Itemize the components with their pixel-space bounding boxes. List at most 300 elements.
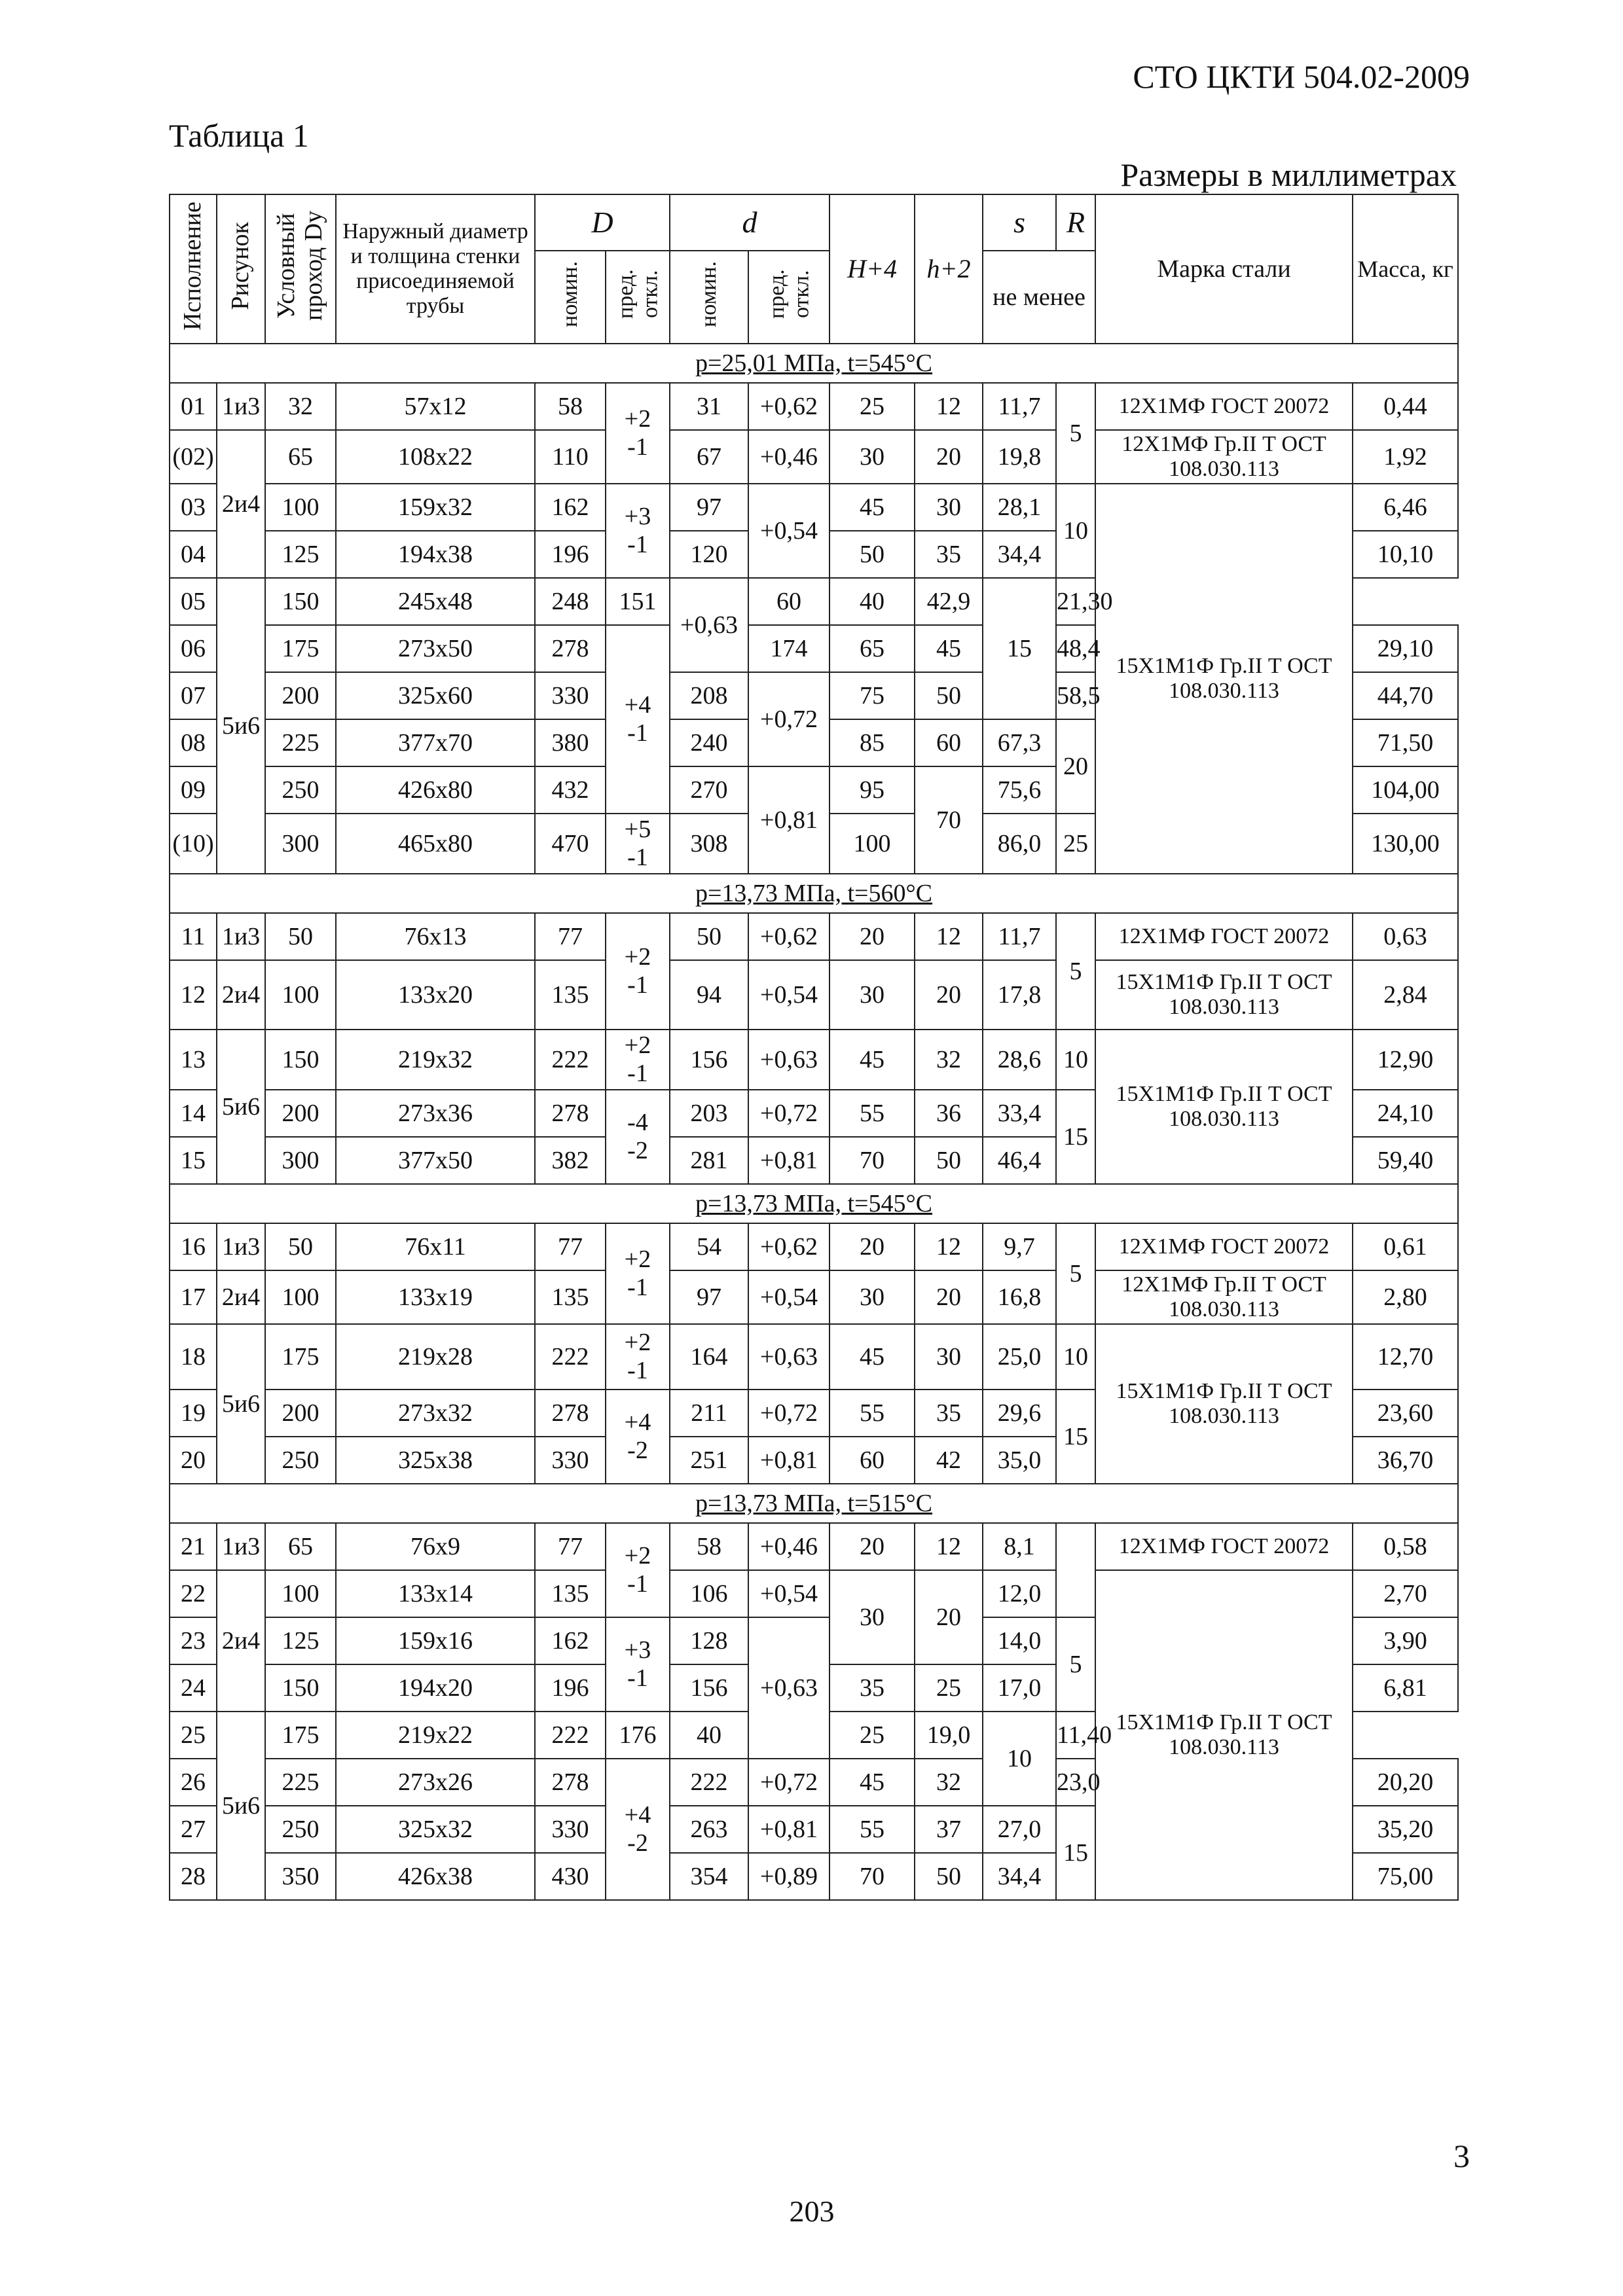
table-cell: 20 [915,960,983,1030]
table-cell: 278 [535,1090,606,1137]
table-cell: 2и4 [217,430,265,578]
table-cell: 156 [670,1664,748,1712]
table-cell: 45 [830,1030,915,1090]
table-cell: 37 [915,1806,983,1853]
table-cell: 19,8 [983,430,1056,484]
table-cell: 159x16 [336,1617,535,1664]
table-cell: 76x11 [336,1223,535,1270]
table-cell: 350 [265,1853,336,1900]
table-cell: 15 [170,1137,217,1184]
table-cell: 77 [535,1223,606,1270]
table-cell: 34,4 [983,1853,1056,1900]
table-cell: 60 [830,1437,915,1484]
col-D-nom: номин. [535,251,606,344]
table-cell: 133x20 [336,960,535,1030]
table-cell: 17,0 [983,1664,1056,1712]
table-cell: 470 [535,814,606,874]
table-cell: 12Х1МФ ГОСТ 20072 [1095,383,1353,430]
table-cell: 100 [265,1270,336,1324]
table-cell: 06 [170,625,217,672]
table-cell: 240 [670,719,748,766]
table-cell: 75 [830,672,915,719]
table-cell: 50 [915,672,983,719]
table-cell: 40 [670,1712,748,1759]
table-cell: 12 [915,913,983,960]
table-row [170,484,1458,531]
table-cell: 31 [670,383,748,430]
table-cell: 25 [830,1712,915,1759]
table-cell: 11,7 [983,913,1056,960]
table-cell: 382 [535,1137,606,1184]
table-cell: 03 [170,484,217,531]
col-steel: Марка стали [1095,194,1353,344]
table-cell: 32 [915,1759,983,1806]
table-cell: 25 [830,383,915,430]
table-cell: 26 [170,1759,217,1806]
table-cell: 426x80 [336,766,535,814]
table-cell: +0,81 [748,1806,830,1853]
section-title: p=25,01 МПа, t=545°С [170,344,1458,383]
table-cell: 40 [830,578,915,625]
table-cell: 27,0 [983,1806,1056,1853]
table-cell: 248 [535,578,606,625]
table-cell: 5и6 [217,578,265,874]
table-cell: 55 [830,1090,915,1137]
table-cell: 22 [170,1570,217,1617]
table-cell: 377x50 [336,1137,535,1184]
table-cell: 2,80 [1353,1270,1458,1324]
table-cell: 263 [670,1806,748,1853]
table-cell: 58 [670,1523,748,1570]
table-cell: 42,9 [915,578,983,625]
table-cell: 60 [915,719,983,766]
table-cell: 133x19 [336,1270,535,1324]
table-cell: 15Х1М1Ф Гр.II Т ОСТ 108.030.113 [1095,960,1353,1030]
table-cell: 54 [670,1223,748,1270]
table-cell: 17,8 [983,960,1056,1030]
table-cell: 100 [265,960,336,1030]
col-dy: Условный проход Dу [265,194,336,344]
table-cell: 5и6 [217,1324,265,1484]
table-cell: 29,6 [983,1390,1056,1437]
table-cell: 273x36 [336,1090,535,1137]
table-cell: 33,4 [983,1090,1056,1137]
table-cell: 70 [915,766,983,874]
table-cell: 25 [915,1664,983,1712]
table-cell: +0,63 [670,578,748,672]
table-cell: 200 [265,1390,336,1437]
table-cell: 21 [170,1523,217,1570]
table-cell: 32 [265,383,336,430]
table-cell: 430 [535,1853,606,1900]
table-cell: 20 [1056,719,1095,814]
table-cell: 71,50 [1353,719,1458,766]
table-cell: 67 [670,430,748,484]
table-cell: 19 [170,1390,217,1437]
table-cell: +0,63 [748,1030,830,1090]
table-cell: 30 [830,1270,915,1324]
table-cell: 194x20 [336,1664,535,1712]
table-cell: 11 [170,913,217,960]
table-cell: 10 [1056,1030,1095,1090]
table-cell: 50 [670,913,748,960]
table-cell: 55 [830,1806,915,1853]
table-cell: +2 -1 [606,383,670,484]
table-cell: 377x70 [336,719,535,766]
table-cell: 2и4 [217,1270,265,1324]
table-cell: 125 [265,531,336,578]
table-cell: 175 [265,1324,336,1390]
section-title: p=13,73 МПа, t=515°С [170,1484,1458,1523]
table-cell: 24,10 [1353,1090,1458,1137]
table-cell: 16 [170,1223,217,1270]
table-cell: 176 [606,1712,670,1759]
table-cell: 35,20 [1353,1806,1458,1853]
col-ne-menee: не менее [983,251,1095,344]
table-cell: 208 [670,672,748,719]
table-cell: 12Х1МФ ГОСТ 20072 [1095,913,1353,960]
table-cell: 250 [265,766,336,814]
table-cell: 28,1 [983,484,1056,531]
table-cell: +0,72 [748,1759,830,1806]
table-cell: 151 [606,578,670,625]
table-cell: 23 [170,1617,217,1664]
table-cell: 5 [1056,1223,1095,1324]
table-cell: 104,00 [1353,766,1458,814]
table-cell: 15Х1М1Ф Гр.II Т ОСТ 108.030.113 [1095,484,1353,874]
table-row [170,1324,1458,1390]
table-cell: +0,54 [748,484,830,578]
table-cell: 15 [1056,1090,1095,1184]
table-cell: 20 [915,430,983,484]
table-cell: 50 [915,1137,983,1184]
table-cell: 34,4 [983,531,1056,578]
table-cell: +0,81 [748,766,830,874]
table-cell: 11,7 [983,383,1056,430]
table-cell: 35,0 [983,1437,1056,1484]
table-cell: 245x48 [336,578,535,625]
table-cell: 30 [915,1324,983,1390]
table-cell: 35 [915,531,983,578]
table-cell: 2и4 [217,960,265,1030]
units-note: Размеры в миллиметрах [1120,156,1457,193]
table-cell: 325x60 [336,672,535,719]
table-cell: 125 [265,1617,336,1664]
table-cell: 150 [265,578,336,625]
table-cell: 330 [535,672,606,719]
table-cell: 28 [170,1853,217,1900]
table-cell: 30 [915,484,983,531]
table-cell: 106 [670,1570,748,1617]
table-cell: 308 [670,814,748,874]
table-cell: 28,6 [983,1030,1056,1090]
table-cell: 130,00 [1353,814,1458,874]
table-cell: +0,46 [748,1523,830,1570]
table-cell: 24 [170,1664,217,1712]
table-cell: 465x80 [336,814,535,874]
table-cell: 70 [830,1853,915,1900]
table-cell: 10,10 [1353,531,1458,578]
table-cell: 175 [265,1712,336,1759]
table-cell: +2 -1 [606,913,670,1030]
table-cell: 50 [830,531,915,578]
table-cell: +0,89 [748,1853,830,1900]
table-cell: +0,62 [748,913,830,960]
table-cell: 58,5 [1056,672,1095,719]
table-cell: 45 [830,1324,915,1390]
table-cell: (10) [170,814,217,874]
table-cell: 1и3 [217,913,265,960]
table-cell: 60 [748,578,830,625]
col-D-dev: пред. откл. [606,251,670,344]
table-cell: 12Х1МФ ГОСТ 20072 [1095,1223,1353,1270]
table-cell: 25 [170,1712,217,1759]
table-cell: 09 [170,766,217,814]
table-cell: 222 [535,1030,606,1090]
table-cell: 0,58 [1353,1523,1458,1570]
table-cell: +0,54 [748,960,830,1030]
table-cell: 20 [915,1270,983,1324]
table-cell: 29,10 [1353,625,1458,672]
section-title: p=13,73 МПа, t=560°С [170,874,1458,913]
table-cell: 281 [670,1137,748,1184]
table-cell: 45 [830,484,915,531]
table-cell: 15Х1М1Ф Гр.II Т ОСТ 108.030.113 [1095,1570,1353,1900]
table-cell: 58 [535,383,606,430]
table-cell: 251 [670,1437,748,1484]
col-d-nom: номин. [670,251,748,344]
table-cell: 05 [170,578,217,625]
table-cell: 36 [915,1090,983,1137]
col-d-dev: пред. откл. [748,251,830,344]
table-cell: 222 [535,1712,606,1759]
table-cell: +5 -1 [606,814,670,874]
table-cell: 12,70 [1353,1324,1458,1390]
section-title: p=13,73 МПа, t=545°С [170,1184,1458,1223]
table-cell: 45 [830,1759,915,1806]
document-code: СТО ЦКТИ 504.02-2009 [1133,58,1470,95]
table-cell: 50 [265,1223,336,1270]
table-cell: 222 [670,1759,748,1806]
table-cell: 46,4 [983,1137,1056,1184]
table-cell: 75,00 [1353,1853,1458,1900]
table-cell: 354 [670,1853,748,1900]
table-cell: 86,0 [983,814,1056,874]
table-cell: 23,60 [1353,1390,1458,1437]
table-cell: 30 [830,960,915,1030]
dimensions-table [169,194,1459,1901]
table-cell [1056,1523,1095,1617]
table-cell: +4 -1 [606,625,670,814]
table-cell: 15 [983,578,1056,719]
table-cell: 12 [915,1523,983,1570]
table-cell: 25,0 [983,1324,1056,1390]
table-cell: 110 [535,430,606,484]
table-cell: 42 [915,1437,983,1484]
table-cell: 16,8 [983,1270,1056,1324]
table-cell: 10 [983,1712,1056,1806]
table-cell: 12 [915,1223,983,1270]
table-cell: 13 [170,1030,217,1090]
table-cell: 300 [265,814,336,874]
table-cell: 14 [170,1090,217,1137]
table-cell: 44,70 [1353,672,1458,719]
table-cell: 77 [535,913,606,960]
table-cell: +0,54 [748,1570,830,1617]
table-cell: 15 [1056,1390,1095,1484]
table-cell: 5и6 [217,1712,265,1900]
table-cell: 108x22 [336,430,535,484]
table-cell: 70 [830,1137,915,1184]
table-cell: 25 [1056,814,1095,874]
table-cell: 120 [670,531,748,578]
table-cell: 35 [830,1664,915,1712]
table-cell: 133x14 [336,1570,535,1617]
table-cell: 175 [265,625,336,672]
table-cell: 219x28 [336,1324,535,1390]
table-cell: 162 [535,484,606,531]
table-cell: 12Х1МФ ГОСТ 20072 [1095,1523,1353,1570]
table-row [170,383,1458,430]
table-cell: 01 [170,383,217,430]
table-cell: 21,30 [1056,578,1095,625]
table-cell: 164 [670,1324,748,1390]
table-cell: 6,46 [1353,484,1458,531]
table-cell: 67,3 [983,719,1056,766]
table-cell: 222 [535,1324,606,1390]
table-cell: -4 -2 [606,1090,670,1184]
table-cell: 94 [670,960,748,1030]
table-cell: 196 [535,1664,606,1712]
table-cell: 5 [1056,913,1095,1030]
table-cell: +2 -1 [606,1030,670,1090]
table-cell: 65 [265,1523,336,1570]
table-cell: +0,62 [748,383,830,430]
page-number: 3 [1453,2138,1470,2174]
table-cell: 159x32 [336,484,535,531]
table-cell: 0,63 [1353,913,1458,960]
table-row [170,960,1458,1030]
table-cell: 5и6 [217,1030,265,1184]
table-cell: 9,7 [983,1223,1056,1270]
table-cell: 85 [830,719,915,766]
table-cell: 15Х1М1Ф Гр.II Т ОСТ 108.030.113 [1095,1324,1353,1484]
table-cell: 162 [535,1617,606,1664]
table-cell: 100 [830,814,915,874]
table-cell: 14,0 [983,1617,1056,1664]
table-cell: 5 [1056,383,1095,484]
table-cell: 97 [670,484,748,531]
table-cell: 97 [670,1270,748,1324]
table-cell: 20,20 [1353,1759,1458,1806]
table-cell: 1и3 [217,383,265,430]
table-row [170,913,1458,960]
table-cell: +0,72 [748,1390,830,1437]
folio-number: 203 [789,2195,835,2228]
table-cell: 59,40 [1353,1137,1458,1184]
table-cell: 156 [670,1030,748,1090]
table-row [170,1523,1458,1570]
table-cell: 20 [830,1523,915,1570]
table-cell: 20 [170,1437,217,1484]
table-cell: 17 [170,1270,217,1324]
table-cell: 273x26 [336,1759,535,1806]
table-cell: 48,4 [1056,625,1095,672]
table-cell: 12Х1МФ Гр.II Т ОСТ 108.030.113 [1095,430,1353,484]
table-cell: 12,0 [983,1570,1056,1617]
table-cell: +0,72 [748,1090,830,1137]
table-cell: 300 [265,1137,336,1184]
table-cell: 135 [535,1270,606,1324]
table-cell: 27 [170,1806,217,1853]
table-cell: 135 [535,960,606,1030]
table-cell: 08 [170,719,217,766]
table-cell: 270 [670,766,748,814]
table-cell: 273x32 [336,1390,535,1437]
table-cell: +0,54 [748,1270,830,1324]
col-pipe: Наружный диаметр и толщина стенки присоединяемой трубы [336,194,535,344]
table-cell: 135 [535,1570,606,1617]
table-cell: 278 [535,1759,606,1806]
table-cell: 200 [265,1090,336,1137]
table-cell: 1,92 [1353,430,1458,484]
table-cell: 150 [265,1664,336,1712]
table-cell: +4 -2 [606,1759,670,1900]
table-cell: +3 -1 [606,1617,670,1712]
table-row [170,1270,1458,1324]
table-row [170,1570,1458,1617]
table-cell: +0,63 [748,1617,830,1759]
table-cell: 273x50 [336,625,535,672]
table-cell: 12,90 [1353,1030,1458,1090]
table-cell: 3,90 [1353,1617,1458,1664]
table-cell: 5 [1056,1617,1095,1712]
table-cell: 2и4 [217,1570,265,1712]
table-cell: 77 [535,1523,606,1570]
table-cell: 15Х1М1Ф Гр.II Т ОСТ 108.030.113 [1095,1030,1353,1184]
table-cell: 100 [265,484,336,531]
table-cell: 50 [915,1853,983,1900]
table-cell: 23,0 [1056,1759,1095,1806]
table-cell: 20 [830,1223,915,1270]
table-cell: 50 [265,913,336,960]
table-cell: 12 [915,383,983,430]
table-cell: 432 [535,766,606,814]
table-cell: 1и3 [217,1223,265,1270]
table-cell: +0,81 [748,1137,830,1184]
table-cell: 426x38 [336,1853,535,1900]
table-cell: 1и3 [217,1523,265,1570]
col-ispolnenie: Исполнение [170,194,217,344]
table-cell: 194x38 [336,531,535,578]
col-h: h+2 [915,194,983,344]
table-cell: 07 [170,672,217,719]
col-d: d [670,194,830,251]
table-cell: 325x32 [336,1806,535,1853]
table-row [170,430,1458,484]
table-cell: +0,81 [748,1437,830,1484]
table-cell: 196 [535,531,606,578]
table-cell: (02) [170,430,217,484]
table-cell: +0,72 [748,672,830,766]
table-cell: 128 [670,1617,748,1664]
table-cell: 45 [915,625,983,672]
table-cell: 18 [170,1324,217,1390]
table-cell: +2 -1 [606,1223,670,1324]
table-cell: 219x22 [336,1712,535,1759]
table-cell: 250 [265,1437,336,1484]
table-cell: 0,61 [1353,1223,1458,1270]
